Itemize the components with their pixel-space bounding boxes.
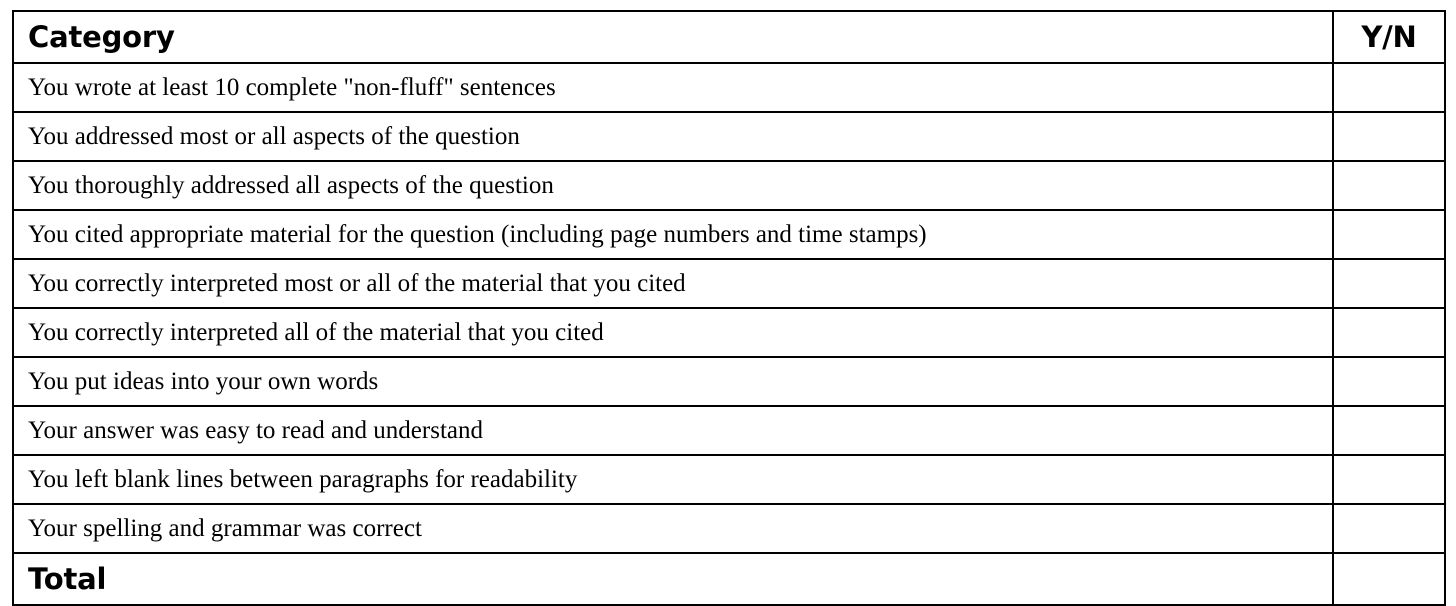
criterion-label: You left blank lines between paragraphs for readability	[13, 455, 1333, 504]
column-header-category: Category	[13, 11, 1333, 63]
table-row	[13, 455, 1445, 504]
column-header-yn: Y/N	[1333, 11, 1445, 63]
yn-answer-cell[interactable]	[1333, 63, 1445, 112]
criterion-label: You cited appropriate material for the question (including page numbers and time stamps)	[13, 210, 1333, 259]
yn-answer-cell[interactable]	[1333, 112, 1445, 161]
yn-answer-cell[interactable]	[1333, 504, 1445, 553]
table-total-row	[13, 553, 1445, 605]
yn-answer-cell[interactable]	[1333, 406, 1445, 455]
criterion-label: You correctly interpreted most or all of the material that you cited	[13, 259, 1333, 308]
table-row	[13, 210, 1445, 259]
criterion-label: Your answer was easy to read and understand	[13, 406, 1333, 455]
total-label: Total	[13, 553, 1333, 605]
criterion-label: You wrote at least 10 complete "non-fluff" sentences	[13, 63, 1333, 112]
grading-rubric-table	[12, 10, 1446, 606]
yn-answer-cell[interactable]	[1333, 259, 1445, 308]
yn-answer-cell[interactable]	[1333, 308, 1445, 357]
table-header-row	[13, 11, 1445, 63]
table-row	[13, 161, 1445, 210]
table-row	[13, 357, 1445, 406]
yn-answer-cell[interactable]	[1333, 357, 1445, 406]
table-row	[13, 504, 1445, 553]
table-row	[13, 406, 1445, 455]
table-row	[13, 63, 1445, 112]
total-value-cell[interactable]	[1333, 553, 1445, 605]
criterion-label: You correctly interpreted all of the material that you cited	[13, 308, 1333, 357]
yn-answer-cell[interactable]	[1333, 210, 1445, 259]
criterion-label: Your spelling and grammar was correct	[13, 504, 1333, 553]
criterion-label: You addressed most or all aspects of the question	[13, 112, 1333, 161]
criterion-label: You put ideas into your own words	[13, 357, 1333, 406]
table-row	[13, 259, 1445, 308]
yn-answer-cell[interactable]	[1333, 161, 1445, 210]
criterion-label: You thoroughly addressed all aspects of the question	[13, 161, 1333, 210]
table-row	[13, 308, 1445, 357]
table-row	[13, 112, 1445, 161]
yn-answer-cell[interactable]	[1333, 455, 1445, 504]
